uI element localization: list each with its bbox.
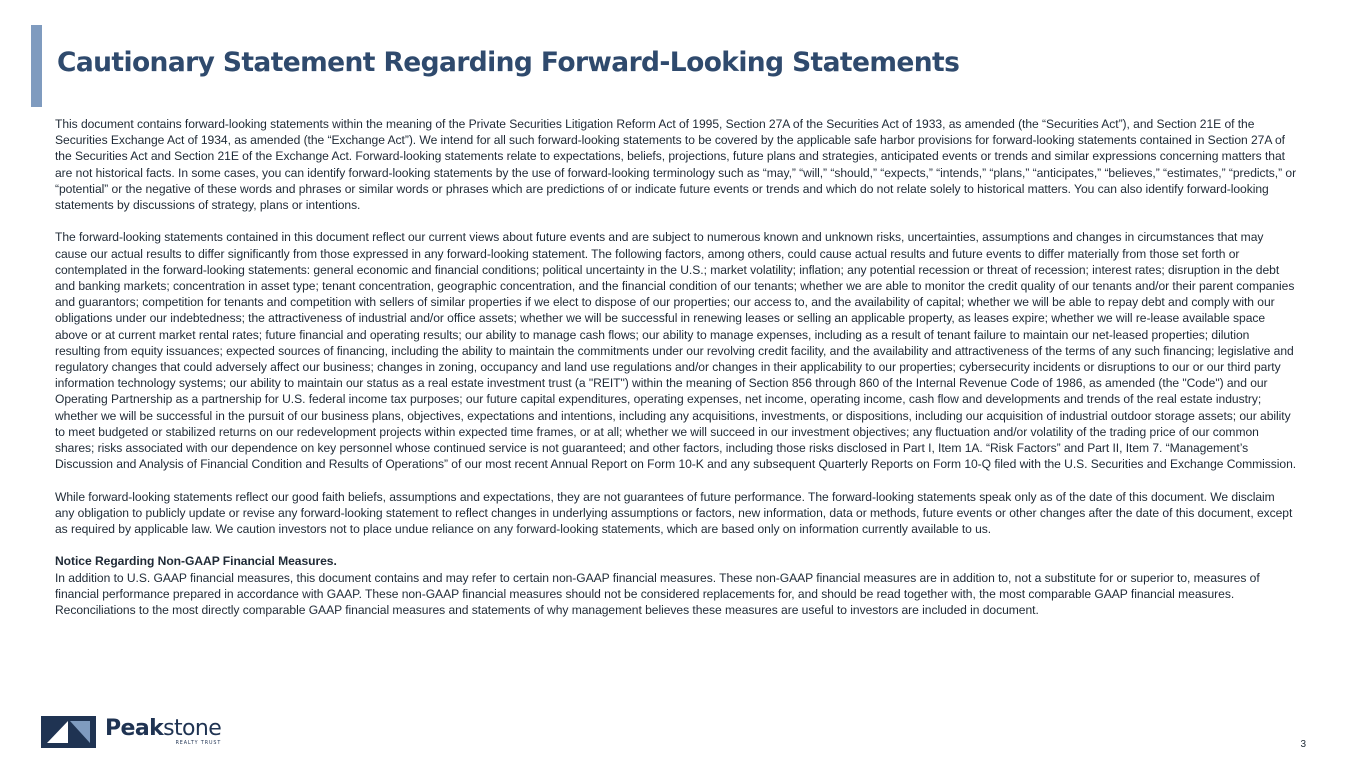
title-accent-bar <box>31 25 42 107</box>
disclaimer-paragraph: While forward-looking statements reflect our good faith beliefs, assumptions and expectations, they are not guarantees of future performance. The forward-looking statements speak only as of the date of this document. We disclaim any obligation to publicly update or revise any forward-looking statement to reflect changes in underlying assumptions or factors, new information, data or methods, future events or other changes after the date of this document, except as required by applicable law. We caution investors not to place undue reliance on any forward-looking statements, which are based only on information currently available to us. <box>55 489 1293 537</box>
disclaimer-body <box>55 116 1297 634</box>
risk-factors-paragraph: The forward-looking statements contained in this document reflect our current views about future events and are subject to numerous known and unknown risks, uncertainties, assumptions and changes in circumstances that may cause our actual results to differ significantly from those expressed in any forward-looking statement. The following factors, among others, could cause actual results and future events to differ materially from those set forth or contemplated in the forward-looking statements: general economic and financial conditions; political uncertainty in the U.S.; market volatility; inflation; any potential recession or threat of recession; interest rates; disruption in the debt and banking markets; concentration in asset type; tenant concentration, geographic concentration, and the financial condition of our tenants; whether we are able to monitor the credit quality of our tenants and/or their parent companies and guarantors; competition for tenants and competition with sellers of similar properties if we elect to dispose of our properties; our access to, and the availability of capital; whether we will be able to repay debt and comply with our obligations under our indebtedness; the attractiveness of industrial and/or office assets; whether we will be successful in renewing leases or selling an applicable property, as leases expire; whether we will re-lease available space above or at current market rental rates; future financial and operating results; our ability to manage cash flows; our ability to manage expenses, including as a result of tenant failure to maintain our net-leased properties; dilution resulting from equity issuances; expected sources of financing, including the ability to maintain the commitments under our revolving credit facility, and the availability and attractiveness of the terms of any such financing; legislative and regulatory changes that could adversely affect our business; changes in zoning, occupancy and land use regulations and/or changes in their applicability to our properties; cybersecurity incidents or disruptions to our or our third party information technology systems; our ability to maintain our status as a real estate investment trust (a "REIT") within the meaning of Section 856 through 860 of the Internal Revenue Code of 1986, as amended (the "Code") and our Operating Partnership as a partnership for U.S. federal income tax purposes; our future capital expenditures, operating expenses, net income, operating income, cash flow and developments and trends of the real estate industry; whether we will be successful in the pursuit of our business plans, objectives, expectations and intentions, including any acquisitions, investments, or dispositions, including our acquisition of industrial outdoor storage assets; our ability to meet budgeted or stabilized returns on our redevelopment projects within expected time frames, or at all; whether we will succeed in our investment objectives; any fluctuation and/or volatility of the trading price of our common shares; risks associated with our dependence on key personnel whose continued service is not guaranteed; and other factors, including those risks disclosed in Part I, Item 1A. “Risk Factors” and Part II, Item 7. “Management’s Discussion and Analysis of Financial Condition and Results of Operations” of our most recent Annual Report on Form 10-K and any subsequent Quarterly Reports on Form 10-Q filed with the U.S. Securities and Exchange Commission. <box>55 230 1297 472</box>
company-logo <box>41 716 221 750</box>
non-gaap-notice <box>55 553 1297 618</box>
page-number: 3 <box>1300 739 1306 750</box>
logo-wordmark <box>105 716 221 750</box>
non-gaap-notice-text: In addition to U.S. GAAP financial measures, this document contains and may refer to certain non-GAAP financial measures. These non-GAAP financial measures are in addition to, not a substitute for or superior to, measures of financial performance prepared in accordance with GAAP. These non-GAAP financial measures should not be considered replacements for, and should be read together with, the most comparable GAAP financial measures. Reconciliations to the most directly comparable GAAP financial measures and statements of why management believes these measures are useful to investors are included in document. <box>55 570 1260 618</box>
forward-looking-intro-paragraph: This document contains forward-looking statements within the meaning of the Private Securities Litigation Reform Act of 1995, Section 27A of the Securities Act of 1933, as amended (the “Securities Act”), and Section 21E of the Securities Exchange Act of 1934, as amended (the “Exchange Act”). We intend for all such forward-looking statements to be covered by the applicable safe harbor provisions for forward-looking statements contained in Section 27A of the Securities Act and Section 21E of the Exchange Act. Forward-looking statements relate to expectations, beliefs, projections, future plans and strategies, anticipated events or trends and similar expressions concerning matters that are not historical facts. In some cases, you can identify forward-looking statements by the use of forward-looking terminology such as “may,” “will,” “should,” “expects,” “intends,” “plans,” “anticipates,” “believes,” “estimates,” “predicts,” or “potential” or the negative of these words and phrases or similar words or phrases which are predictions of or indicate future events or trends and which do not relate solely to historical matters. You can also identify forward-looking statements by discussions of strategy, plans or intentions. <box>55 117 1297 213</box>
page-title: Cautionary Statement Regarding Forward-Looking Statements <box>57 47 960 78</box>
logo-name-bold: Peak <box>105 716 164 741</box>
logo-name-light: stone <box>163 716 222 741</box>
non-gaap-notice-heading: Notice Regarding Non-GAAP Financial Measures. <box>55 554 337 569</box>
logo-subtitle: REALTY TRUST <box>175 741 222 746</box>
peakstone-mountain-icon <box>41 716 96 748</box>
